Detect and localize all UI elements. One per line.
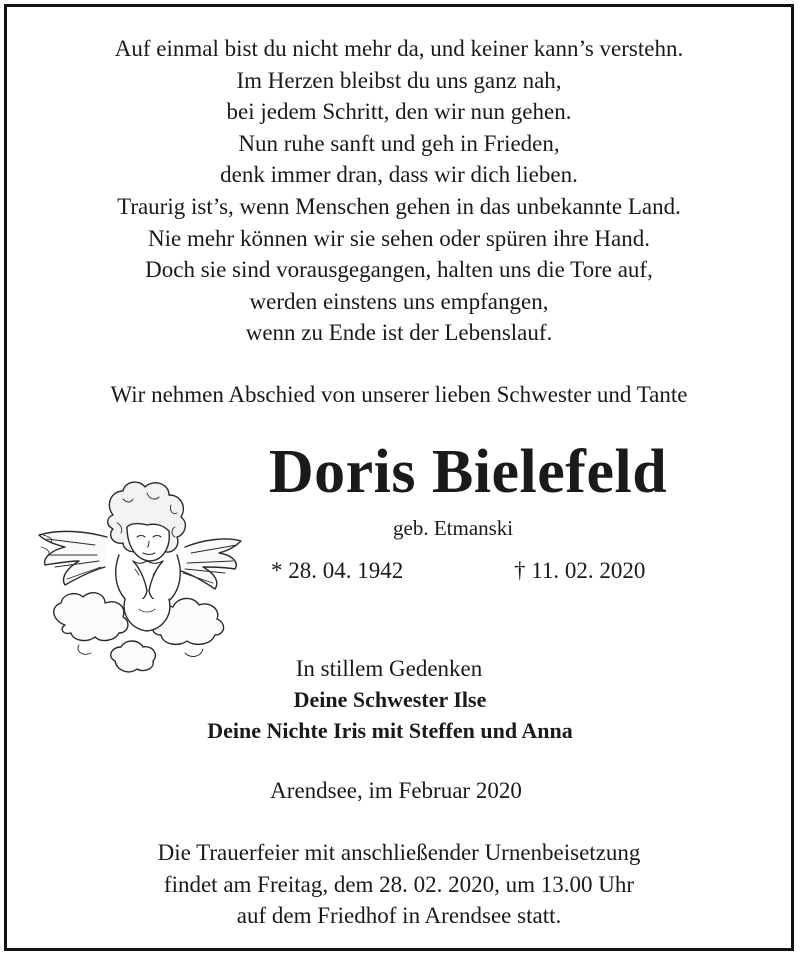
obituary-notice xyxy=(4,4,794,951)
funeral-line: auf dem Friedhof in Arendsee statt. xyxy=(236,903,562,928)
farewell-intro: Wir nehmen Abschied von unserer lieben Schwester und Tante xyxy=(110,382,688,407)
mourner-sister: Deine Schwester Ilse xyxy=(293,687,487,712)
poem-line: Im Herzen bleibst du uns ganz nah, xyxy=(236,67,562,93)
memorial-poem xyxy=(7,33,791,349)
mourners-block xyxy=(7,653,791,746)
funeral-details xyxy=(7,837,791,932)
poem-line: werden einstens uns empfangen, xyxy=(249,288,549,314)
cherub-angel-icon xyxy=(35,475,247,681)
closing-phrase: In stillem Gedenken xyxy=(295,656,483,681)
birth-name: geb. Etmanski xyxy=(393,516,514,540)
birth-date: * 28. 04. 1942 xyxy=(271,558,404,583)
funeral-line: Die Trauerfeier mit anschließender Urnenbeisetzung xyxy=(157,840,641,865)
deceased-name: Doris Bielefeld xyxy=(268,438,668,506)
poem-line: denk immer dran, dass wir dich lieben. xyxy=(220,162,578,188)
poem-line: Nie mehr können wir sie sehen oder spüren ihre Hand. xyxy=(147,225,650,251)
poem-line: Doch sie sind vorausgegangen, halten uns die Tore auf, xyxy=(145,257,653,283)
poem-line: bei jedem Schritt, den wir nun gehen. xyxy=(226,99,572,125)
poem-line: Nun ruhe sanft und geh in Frieden, xyxy=(238,130,560,156)
poem-line: Auf einmal bist du nicht mehr da, und keiner kann’s verstehn. xyxy=(114,36,684,61)
poem-line: wenn zu Ende ist der Lebenslauf. xyxy=(245,320,553,346)
mourner-niece: Deine Nichte Iris mit Steffen und Anna xyxy=(207,718,573,743)
place-and-date: Arendsee, im Februar 2020 xyxy=(270,778,522,803)
death-date: † 11. 02. 2020 xyxy=(514,558,646,583)
funeral-line: findet am Freitag, dem 28. 02. 2020, um 13.00 Uhr xyxy=(163,871,635,897)
poem-line: Traurig ist’s, wenn Menschen gehen in das unbekannte Land. xyxy=(117,193,681,219)
